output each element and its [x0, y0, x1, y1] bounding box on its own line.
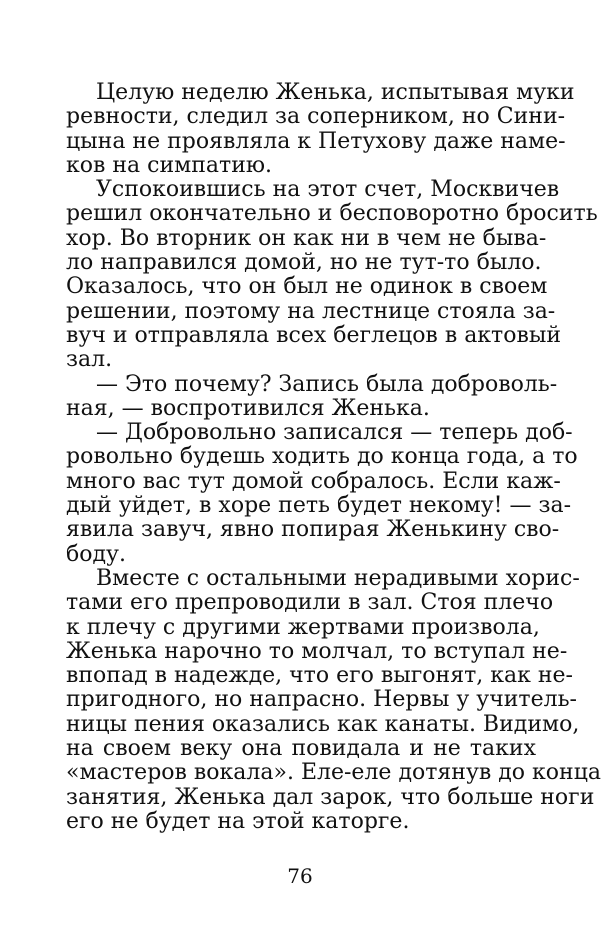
text-line: хор. Во вторник он как ни в чем не быва-: [66, 225, 547, 251]
text-line: Оказалось, что он был не одинок в своем: [66, 274, 548, 300]
page-number: 76: [287, 864, 313, 888]
text-line: его не будет на этой каторге.: [66, 808, 410, 834]
text-line: решил окончательно и бесповоротно бросить: [66, 201, 598, 227]
text-line: дый уйдет, в хоре петь будет некому! — за-: [66, 493, 572, 519]
text-line: боду.: [66, 541, 126, 567]
text-line: занятия, Женька дал зарок, что больше ноги: [66, 784, 595, 810]
text-line: ницы пения оказались как канаты. Видимо,: [66, 711, 580, 737]
page-body: [66, 80, 601, 834]
text-line: решении, поэтому на лестнице стояла за-: [66, 298, 556, 324]
text-line: много вас тут домой собралось. Если каж-: [66, 468, 561, 494]
text-line: ков на симпатию.: [66, 152, 273, 178]
text-line: — Добровольно записался — теперь доб-: [96, 420, 573, 446]
text-line: пригодного, но напрасно. Нервы у учитель-: [66, 687, 577, 713]
text-line: к плечу с другими жертвами произвола,: [66, 614, 540, 640]
text-line: — Это почему? Запись была доброволь-: [96, 371, 558, 397]
text-line: Вместе с остальными нерадивыми хорис-: [96, 565, 580, 591]
text-line: Целую неделю Женька, испытывая муки: [96, 80, 575, 105]
text-line: ло направился домой, но не тут-то было.: [66, 250, 542, 276]
text-line: зал.: [66, 347, 113, 373]
text-line: Успокоившись на этот счет, Москвичев: [96, 177, 560, 203]
text-line: ная, — воспротивился Женька.: [66, 395, 430, 421]
text-line: Женька нарочно то молчал, то вступал не-: [66, 638, 568, 664]
paragraph-4: [66, 420, 578, 567]
text-line: ровольно будешь ходить до конца года, а то: [66, 444, 578, 470]
paragraph-3: [66, 371, 558, 422]
paragraph-2: [66, 177, 598, 373]
text-line: ревности, следил за соперником, но Сини-: [66, 104, 566, 130]
text-line: на своем веку она повидала и не таких: [66, 736, 536, 762]
paragraph-1: [66, 80, 575, 178]
text-line: «мастеров вокала». Еле-еле дотянув до конца: [66, 760, 601, 786]
text-line: впопад в надежде, что его выгонят, как не-: [66, 663, 573, 689]
text-line: тами его препроводили в зал. Стоя плечо: [66, 590, 554, 616]
text-line: явила завуч, явно попирая Женькину сво-: [66, 517, 560, 543]
text-line: вуч и отправляла всех беглецов в актовый: [66, 322, 562, 348]
text-line: цына не проявляла к Петухову даже наме-: [66, 128, 566, 154]
paragraph-5: [66, 565, 601, 834]
